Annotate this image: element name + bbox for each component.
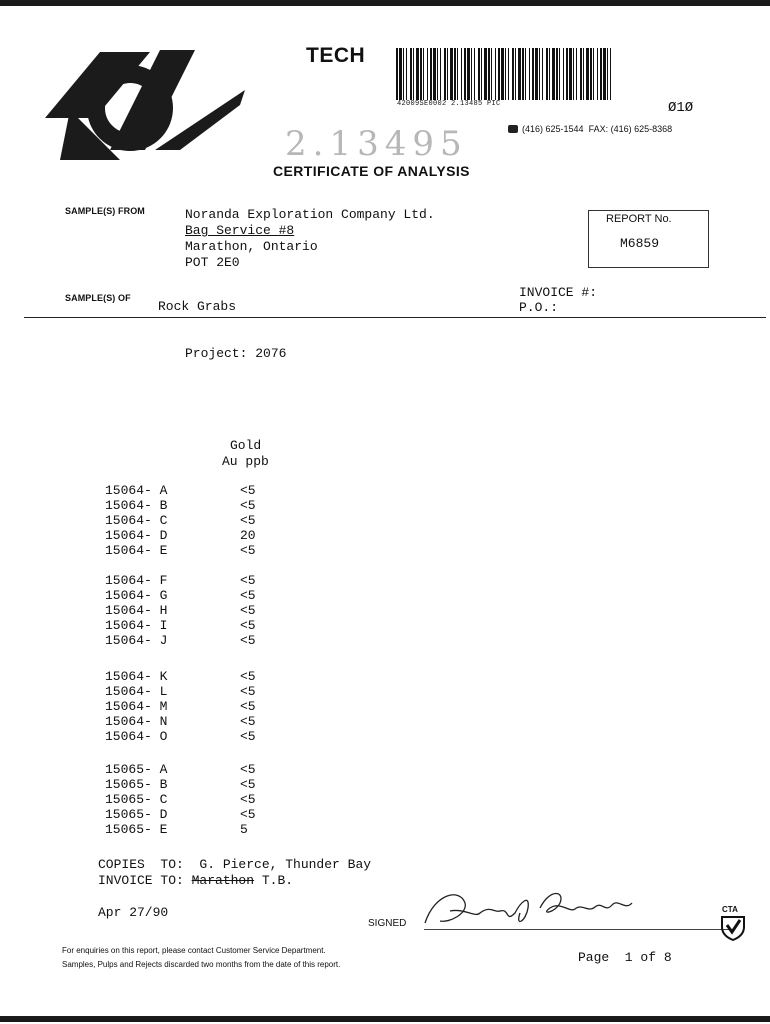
footer-line: Samples, Pulps and Rejects discarded two months from the date of this report. — [62, 960, 341, 969]
address-line: Noranda Exploration Company Ltd. — [185, 207, 435, 222]
column-header-gold: Gold — [230, 438, 262, 453]
invoice-to-prefix: INVOICE TO: — [98, 873, 192, 888]
gold-value: <5 — [240, 669, 256, 684]
invoice-to-suffix: T.B. — [254, 873, 294, 888]
document-title: CERTIFICATE OF ANALYSIS — [273, 163, 470, 179]
gold-value: <5 — [240, 729, 256, 744]
svg-text:CTA: CTA — [722, 905, 738, 914]
sample-id: 15064- M — [105, 699, 168, 714]
report-label: REPORT No. — [606, 213, 672, 225]
signature-icon — [420, 883, 650, 933]
gold-value: <5 — [240, 792, 256, 807]
bottom-border — [0, 1016, 770, 1022]
invoice-to-line — [98, 873, 293, 888]
gold-value: <5 — [240, 684, 256, 699]
copies-line: COPIES TO: G. Pierce, Thunder Bay — [98, 857, 372, 872]
sample-id: 15064- E — [105, 543, 168, 558]
invoice-to-struck: Marathon — [191, 873, 255, 888]
barcode-text: 42009SE0002 2.13485 PIC — [397, 100, 501, 108]
sample-id: 15065- E — [105, 822, 168, 837]
sample-id: 15064- O — [105, 729, 168, 744]
gold-value: <5 — [240, 573, 256, 588]
sample-id: 15065- D — [105, 807, 168, 822]
signature-line — [424, 929, 734, 930]
gold-value: <5 — [240, 588, 256, 603]
gold-value: <5 — [240, 777, 256, 792]
sample-id: 15064- G — [105, 588, 168, 603]
phone-number: (416) 625-1544 — [522, 124, 584, 134]
stamp-number: 2.13495 — [285, 124, 468, 164]
gold-value: <5 — [240, 543, 256, 558]
sample-from-address — [185, 207, 435, 271]
sample-id: 15064- H — [105, 603, 168, 618]
gold-value: <5 — [240, 498, 256, 513]
gold-value: <5 — [240, 633, 256, 648]
footer-note — [62, 944, 340, 972]
project-label: Project: 2076 — [185, 346, 287, 361]
address-line: Bag Service #8 — [185, 223, 295, 238]
gold-value: <5 — [240, 618, 256, 633]
sample-id: 15065- C — [105, 792, 168, 807]
sample-id: 15064- C — [105, 513, 168, 528]
tsl-logo-icon — [40, 40, 250, 160]
fax-number: FAX: (416) 625-8368 — [588, 124, 673, 134]
footer-line: For enquiries on this report, please contact Customer Service Department. — [62, 946, 326, 955]
barcode-icon — [396, 48, 614, 100]
gold-value: <5 — [240, 714, 256, 729]
sample-id: 15064- J — [105, 633, 168, 648]
gold-value: <5 — [240, 603, 256, 618]
sample-id: 15065- A — [105, 762, 168, 777]
gold-value: 20 — [240, 528, 256, 543]
sample-id: 15064- A — [105, 483, 168, 498]
address-line: POT 2E0 — [185, 255, 240, 270]
sample-id: 15064- L — [105, 684, 168, 699]
telephone-icon — [508, 125, 518, 133]
sample-of-label: SAMPLE(S) OF — [65, 293, 131, 303]
gold-value: 5 — [240, 822, 248, 837]
report-date: Apr 27/90 — [98, 905, 169, 920]
sample-from-label: SAMPLE(S) FROM — [65, 206, 145, 216]
gold-value: <5 — [240, 483, 256, 498]
gold-value: <5 — [240, 699, 256, 714]
report-number: M6859 — [620, 236, 660, 251]
gold-value: <5 — [240, 762, 256, 777]
sample-id: 15064- N — [105, 714, 168, 729]
divider — [24, 317, 766, 318]
sample-id: 15064- D — [105, 528, 168, 543]
sample-id: 15064- K — [105, 669, 168, 684]
top-border — [0, 0, 770, 6]
sample-id: 15064- B — [105, 498, 168, 513]
sample-id: 15065- B — [105, 777, 168, 792]
cta-seal-icon — [718, 903, 748, 941]
sample-of-value: Rock Grabs — [158, 299, 237, 314]
contact-info — [508, 124, 672, 134]
signed-label: SIGNED — [368, 918, 407, 929]
gold-value: <5 — [240, 807, 256, 822]
sample-id: 15064- I — [105, 618, 168, 633]
sample-id: 15064- F — [105, 573, 168, 588]
page-number: Page 1 of 8 — [578, 950, 672, 965]
document-code: Ø1Ø — [668, 100, 694, 116]
address-line: Marathon, Ontario — [185, 239, 318, 254]
po-label: P.O.: — [519, 300, 559, 315]
company-name: TECH — [306, 44, 366, 67]
invoice-number-label: INVOICE #: — [519, 285, 598, 300]
column-header-unit: Au ppb — [222, 454, 269, 469]
gold-value: <5 — [240, 513, 256, 528]
